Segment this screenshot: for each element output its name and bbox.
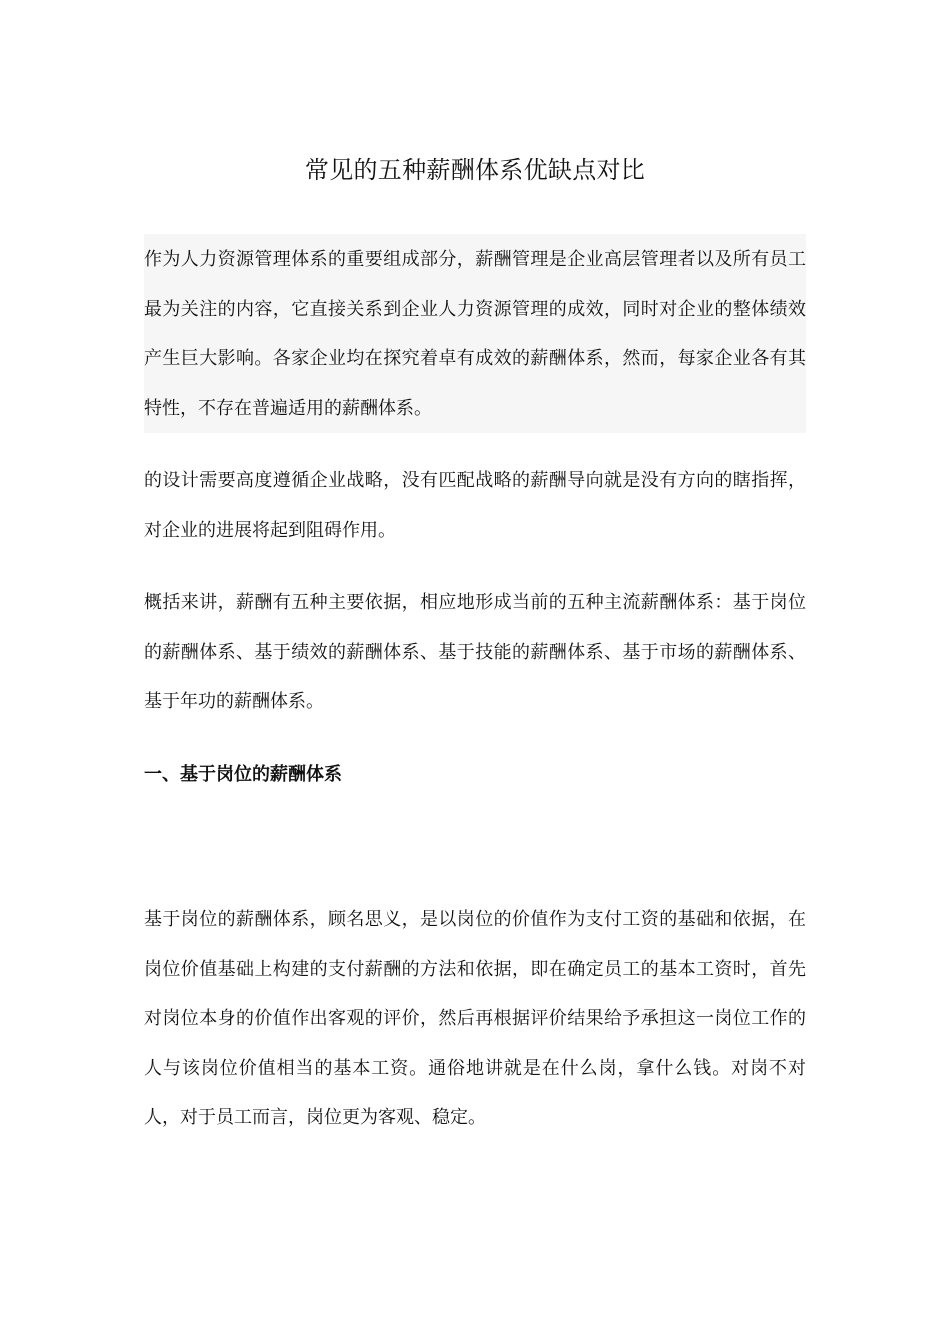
intro-highlight-box xyxy=(144,234,806,433)
section-heading-position-based: 一、基于岗位的薪酬体系 xyxy=(144,764,342,785)
section-body-position-based: 基于岗位的薪酬体系，顾名思义，是以岗位的价值作为支付工资的基础和依据，在岗位价值基础上构建的支付薪酬的方法和依据，即在确定员工的基本工资时，首先对岗位本身的价值作出客观的评价，然后再根据评价结果给予承担这一岗位工作的人与该岗位价值相当的基本工资。通俗地讲就是在什么岗，拿什么钱。对岗不对人，对于员工而言，岗位更为客观、稳定。 xyxy=(144,909,806,1128)
strategy-paragraph: 的设计需要高度遵循企业战略，没有匹配战略的薪酬导向就是没有方向的瞎指挥，对企业的进展将起到阻碍作用。 xyxy=(144,470,806,541)
document-title: 常见的五种薪酬体系优缺点对比 xyxy=(304,156,646,184)
overview-paragraph: 概括来讲，薪酬有五种主要依据，相应地形成当前的五种主流薪酬体系：基于岗位的薪酬体系、基于绩效的薪酬体系、基于技能的薪酬体系、基于市场的薪酬体系、基于年功的薪酬体系。 xyxy=(144,592,806,712)
intro-paragraph: 作为人力资源管理体系的重要组成部分，薪酬管理是企业高层管理者以及所有员工最为关注的内容，它直接关系到企业人力资源管理的成效，同时对企业的整体绩效产生巨大影响。各家企业均在探究着卓有成效的薪酬体系，然而，每家企业各有其特性，不存在普遍适用的薪酬体系。 xyxy=(144,249,806,419)
